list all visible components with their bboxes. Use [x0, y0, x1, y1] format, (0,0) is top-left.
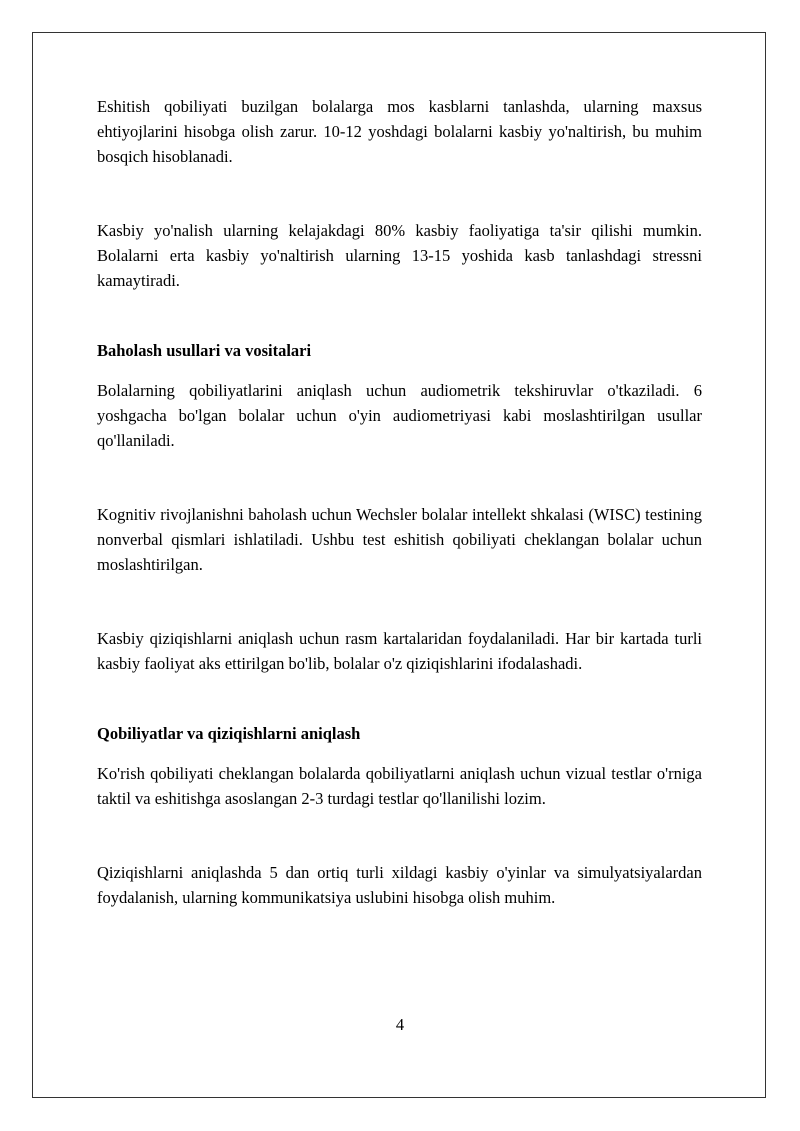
- section-heading-abilities: Qobiliyatlar va qiziqishlarni aniqlash: [97, 724, 361, 743]
- page-number: 4: [395, 1015, 405, 1034]
- paragraph-visual-impairment: Ko'rish qobiliyati cheklangan bolalarda qobiliyatlarni aniqlash uchun vizual testlar o'rniga taktil va eshitishga asoslangan 2-3 turdagi testlar qo'llanilishi lozim.: [97, 764, 702, 808]
- paragraph-intro: Eshitish qobiliyati buzilgan bolalarga mos kasblarni tanlashda, ularning maxsus ehtiyojlarini hisobga olish zarur. 10-12 yoshdagi bolalarni kasbiy yo'naltirish, bu muhim bosqich hisoblanadi.: [97, 97, 702, 166]
- paragraph-interests: Qiziqishlarni aniqlashda 5 dan ortiq turli xildagi kasbiy o'yinlar va simulyatsiyalardan foydalanish, ularning kommunikatsiya uslubini hisobga olish muhim.: [97, 863, 702, 907]
- paragraph-cognitive: Kognitiv rivojlanishni baholash uchun Wechsler bolalar intellekt shkalasi (WISC) testining nonverbal qismlari ishlatiladi. Ushbu test eshitish qobiliyati cheklangan bolalar uchun moslashtirilgan.: [97, 505, 702, 574]
- paragraph-career-direction: Kasbiy yo'nalish ularning kelajakdagi 80% kasbiy faoliyatiga ta'sir qilishi mumkin. Bolalarni erta kasbiy yo'naltirish ularning 13-15 yoshida kasb tanlashdagi stressni kamaytiradi.: [97, 221, 702, 290]
- section-heading-assessment: Baholash usullari va vositalari: [97, 341, 312, 360]
- page-content: [97, 94, 702, 910]
- paragraph-audiometric: Bolalarning qobiliyatlarini aniqlash uchun audiometrik tekshiruvlar o'tkaziladi. 6 yoshgacha bo'lgan bolalar uchun o'yin audiometriyasi kabi moslashtirilgan usullar qo'llaniladi.: [97, 381, 702, 450]
- paragraph-picture-cards: Kasbiy qiziqishlarni aniqlash uchun rasm kartalaridan foydalaniladi. Har bir kartada turli kasbiy faoliyat aks ettirilgan bo'lib, bolalar o'z qiziqishlarini ifodalashadi.: [97, 629, 702, 673]
